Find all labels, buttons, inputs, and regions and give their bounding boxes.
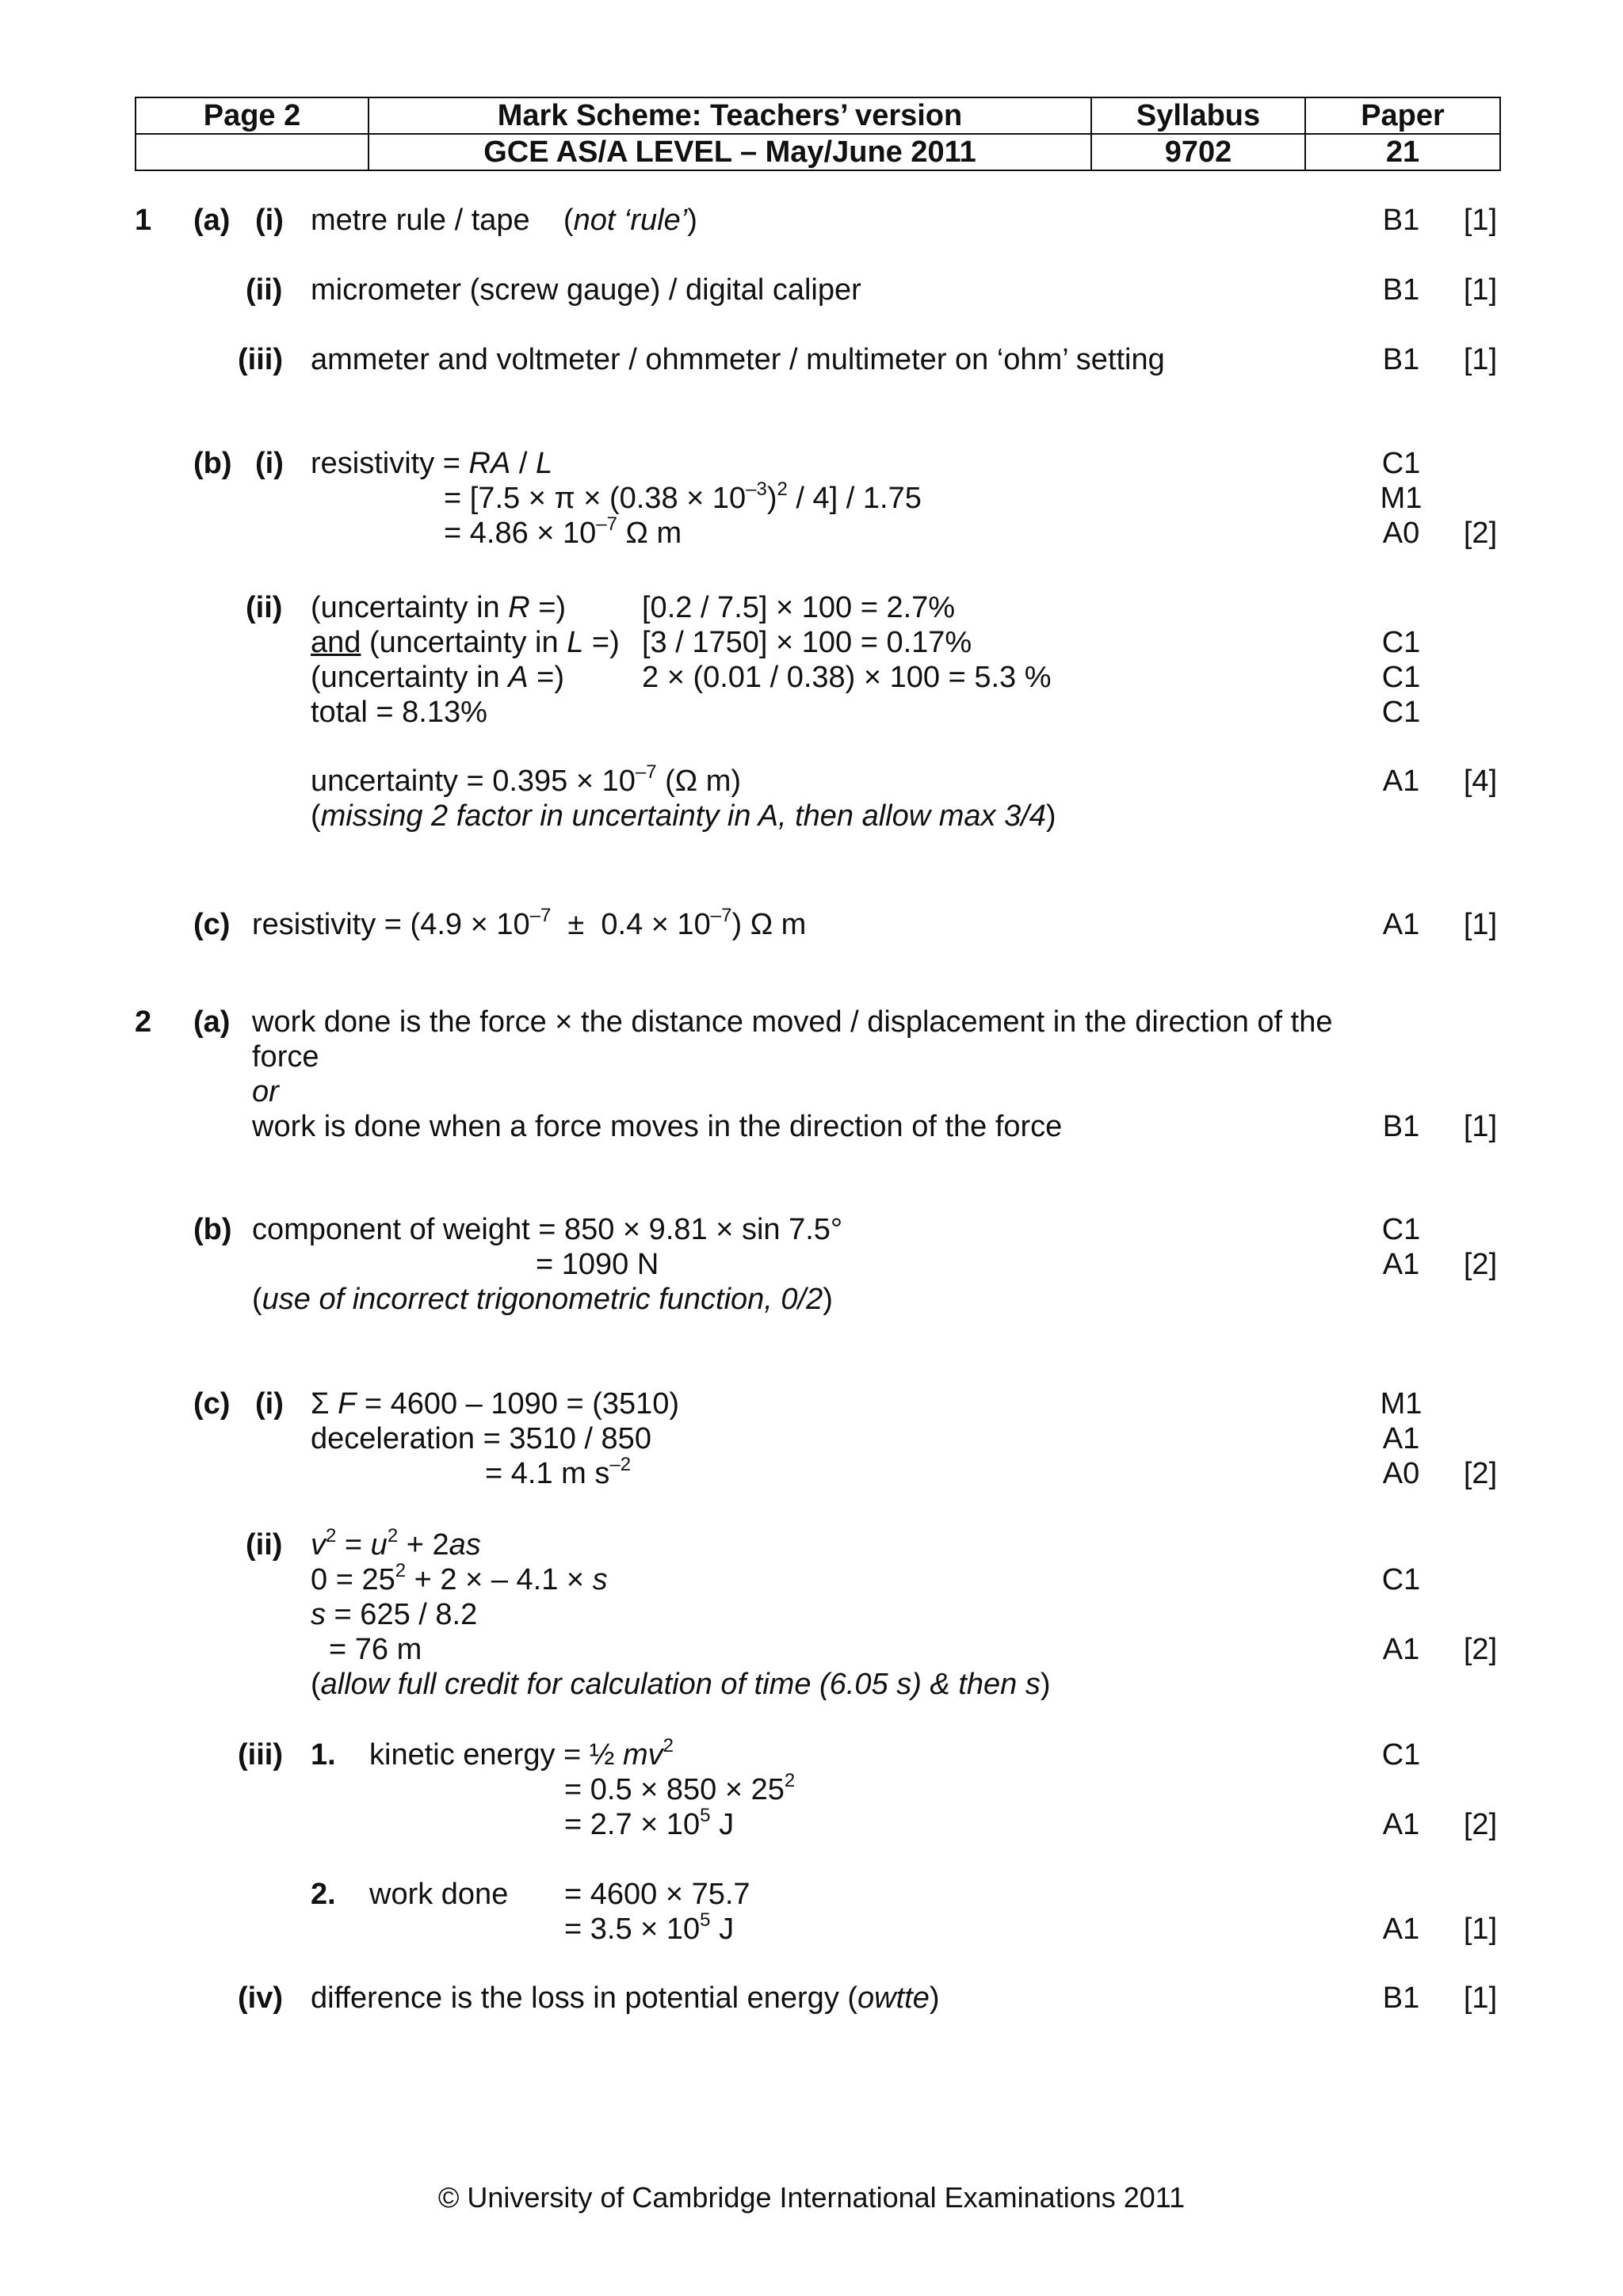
q1c-mark: A1 — [1382, 908, 1420, 941]
q1aiii-mark: B1 — [1382, 343, 1420, 376]
q2cii-l2b: = 25 — [327, 1563, 395, 1596]
q2cii-note: allow full credit for calculation of time (6.05 s) & then s — [320, 1668, 1041, 1701]
q2b-note: use of incorrect trigonometric function, 0/2 — [262, 1283, 823, 1316]
q1bii-r3v: 2 × (0.01 / 0.38) × 100 = 5.3 % — [642, 661, 1052, 694]
q2cii-l1v: v — [311, 1528, 326, 1562]
q2ciii-p2-total: [1] — [1463, 1913, 1498, 1946]
q2ciii-p1l3e: 5 — [700, 1805, 711, 1827]
header-title: Mark Scheme: Teachers’ version — [369, 97, 1091, 134]
q2ci-l1b: F — [338, 1387, 357, 1421]
q1aiii-total: [1] — [1463, 343, 1498, 376]
q1a-label: (a) — [193, 204, 231, 237]
header-paper-label: Paper — [1305, 97, 1500, 134]
q1ai-answer: metre rule / tape (not ‘rule’) — [311, 204, 697, 237]
q1bii-r1c: =) — [529, 591, 567, 624]
q1bii-u1-exp: –7 — [635, 761, 657, 784]
q1bii-mark3: C1 — [1381, 661, 1421, 694]
q2ciii-p2l2: = 3.5 × 10 — [564, 1913, 701, 1946]
q2ci-label: (i) — [255, 1387, 284, 1421]
q2civ-text: difference is the loss in potential energy ( — [311, 1981, 858, 2015]
q2a-or: or — [252, 1075, 279, 1108]
q1bii-r3c: =) — [528, 661, 564, 694]
q1bi-label: (i) — [255, 447, 284, 480]
q1bii-r2u: and — [311, 626, 361, 659]
q1ai-total: [1] — [1463, 204, 1498, 237]
q2ciii-part1-label: 1. — [311, 1738, 336, 1772]
q2ci-l1c: = 4600 – 1090 = (3510) — [356, 1387, 680, 1421]
q2ci-mark1: M1 — [1380, 1387, 1423, 1421]
q2cii-mark2: C1 — [1381, 1563, 1421, 1596]
q2cii-l3a: s — [311, 1598, 326, 1631]
q1bi-line3 — [444, 513, 682, 551]
q1-number: 1 — [135, 204, 152, 237]
q1bii-r4: total = 8.13% — [311, 696, 487, 729]
q1bii-mark2: C1 — [1381, 626, 1421, 659]
q2b-line1: component of weight = 850 × 9.81 × sin 7.5° — [252, 1213, 843, 1246]
q1bi-line2 — [444, 481, 922, 516]
q2ci-mark2: A1 — [1382, 1422, 1420, 1455]
q2cii-line3 — [311, 1597, 477, 1632]
q2ciii-p2-mark: A1 — [1382, 1913, 1420, 1946]
q2ci-total: [2] — [1463, 1457, 1498, 1490]
q1bii-r1a: (uncertainty in — [311, 591, 509, 624]
q2cii-l1r: + 2 — [398, 1528, 449, 1562]
q2a-mark: B1 — [1382, 1110, 1420, 1143]
q2cii-l2e: 2 — [395, 1560, 407, 1582]
q2cii-total: [2] — [1463, 1633, 1498, 1666]
header-empty — [136, 134, 369, 170]
q1bi-mark2: M1 — [1380, 482, 1423, 515]
q1bi-l2-exp: –3 — [746, 479, 767, 501]
q1c-t1: resistivity = (4.9 × 10 — [252, 908, 530, 941]
q2ci-mark3: A0 — [1382, 1457, 1420, 1490]
q1bii-r3b: A — [508, 661, 529, 694]
q1bi-l3: = 4.86 × 10 — [444, 517, 597, 550]
q2a-line2: force — [252, 1040, 319, 1074]
q1bii-r1b: R — [508, 591, 530, 624]
q1bii-u1: uncertainty = 0.395 × 10 — [311, 765, 636, 798]
q2ciii-p1l1b: mv — [623, 1738, 663, 1772]
q1aiii-text: ammeter and voltmeter / ohmmeter / multimeter on ‘ohm’ setting — [311, 343, 1165, 376]
q1bii-r2v: [3 / 1750] × 100 = 0.17% — [642, 626, 972, 659]
q1aii-label: (ii) — [246, 273, 283, 307]
q2ci-l1a: Σ — [311, 1387, 338, 1421]
q2cii-l1ue: 2 — [387, 1525, 399, 1547]
q1bi-l2b: ) — [766, 482, 777, 515]
q1bi-l1b: RA — [468, 447, 511, 480]
q1ai-mark: B1 — [1382, 204, 1420, 237]
q2a-line1: work done is the force × the distance moved / displacement in the direction of the — [252, 1005, 1333, 1039]
q2cii-l2c: + 2 × – 4.1 × — [406, 1563, 593, 1596]
q2ciii-part2-label: 2. — [311, 1878, 336, 1911]
header-table — [135, 97, 1501, 171]
q1b-label: (b) — [193, 447, 232, 480]
q1c-t2-exp: –7 — [710, 905, 732, 927]
q2ciii-p2-line1b: = 4600 × 75.7 — [564, 1878, 750, 1911]
q2a-label: (a) — [193, 1005, 231, 1039]
q2ci-line1 — [311, 1386, 679, 1421]
header-page: Page 2 — [136, 97, 369, 134]
q2ciii-p2-line1a: work done — [369, 1878, 509, 1911]
q2ciii-p1l1a: kinetic energy = ½ — [369, 1738, 624, 1772]
q2ci-line2: deceleration = 3510 / 850 — [311, 1422, 651, 1455]
q2ciii-p1l2e: 2 — [784, 1770, 796, 1792]
q2cii-l1m: = — [336, 1528, 371, 1562]
q1bii-r2 — [311, 625, 620, 660]
q1aii-total: [1] — [1463, 273, 1498, 307]
q1aiii-label: (iii) — [238, 343, 283, 376]
q2ci-line3 — [485, 1456, 631, 1491]
q2ciii-p1-total: [2] — [1463, 1808, 1498, 1841]
q2ci-l3-exp: –2 — [609, 1454, 632, 1476]
q2cii-line4: = 76 m — [329, 1633, 422, 1666]
q2b-line2: = 1090 N — [536, 1248, 659, 1281]
q2ciii-p1-line2 — [564, 1772, 795, 1807]
q1bii-r2a: (uncertainty in — [361, 626, 567, 659]
q1bii-mark-u: A1 — [1382, 765, 1420, 798]
q2a-total: [1] — [1463, 1110, 1498, 1143]
q2ciii-p1-line3 — [564, 1807, 734, 1842]
q2b-total: [2] — [1463, 1248, 1498, 1281]
q1bi-mark1: C1 — [1381, 447, 1421, 480]
q2cii-mark4: A1 — [1382, 1633, 1420, 1666]
q2b-mark1: C1 — [1381, 1213, 1421, 1246]
q1c-label: (c) — [193, 908, 231, 941]
q1c-t1-exp: –7 — [529, 905, 552, 927]
q1bii-r2b: L — [567, 626, 584, 659]
q2ciii-p1l2: = 0.5 × 850 × 25 — [564, 1773, 785, 1806]
header-exam: GCE AS/A LEVEL – May/June 2011 — [369, 134, 1091, 170]
q2cii-l1as: as — [449, 1528, 481, 1562]
q2b-note-line: (use of incorrect trigonometric function, 0/2) — [252, 1283, 833, 1316]
q2ciii-p2-line2 — [564, 1909, 735, 1947]
header-syllabus: 9702 — [1091, 134, 1305, 170]
q1aii-mark: B1 — [1382, 273, 1420, 307]
q1c-t2: ± 0.4 × 10 — [551, 908, 711, 941]
q2ciii-p1l3: = 2.7 × 10 — [564, 1808, 701, 1841]
q1bi-l1d: L — [536, 447, 553, 480]
q1bii-label: (ii) — [246, 591, 283, 624]
q1ai-text: metre rule / tape — [311, 204, 530, 237]
q1bi-line1 — [311, 446, 552, 481]
q1bi-l1c: / — [510, 447, 537, 480]
q2ciii-p1l1e: 2 — [663, 1735, 674, 1757]
q2cii-note-line: (allow full credit for calculation of time (6.05 s) & then s) — [311, 1668, 1051, 1701]
q2ci-l3: = 4.1 m s — [485, 1457, 610, 1490]
q2civ-answer — [311, 1981, 940, 2016]
q1bii-r1 — [311, 590, 566, 625]
q1bii-r3 — [311, 660, 564, 695]
q2ciii-label: (iii) — [238, 1738, 283, 1772]
q1bi-l2-exp2: 2 — [777, 479, 788, 501]
q1bi-l1a: resistivity = — [311, 447, 469, 480]
q2b-mark2: A1 — [1382, 1248, 1420, 1281]
q1bi-total: [2] — [1463, 517, 1498, 550]
q2cii-l1u: u — [370, 1528, 388, 1562]
q2ciii-p2l2e: 5 — [700, 1909, 711, 1932]
q2civ-total: [1] — [1463, 1981, 1498, 2015]
q1bii-u1b: (Ω m) — [656, 765, 742, 798]
q2a-line3: work is done when a force moves in the direction of the force — [252, 1110, 1063, 1143]
q2ciii-p1-mark3: A1 — [1382, 1808, 1420, 1841]
q2civ-mark: B1 — [1382, 1981, 1420, 2015]
q2ciii-p1-mark1: C1 — [1381, 1738, 1421, 1772]
q2cii-l2a: 0 — [311, 1563, 328, 1596]
q1c-t3: ) Ω m — [731, 908, 807, 941]
q2civ-close: ) — [929, 1981, 940, 2015]
q2cii-l2s: s — [592, 1563, 608, 1596]
q1bi-l2c: / 4] / 1.75 — [787, 482, 922, 515]
q1c-text — [252, 907, 806, 942]
q2b-label: (b) — [193, 1213, 232, 1246]
q1bii-mark4: C1 — [1381, 696, 1421, 729]
q2cii-l1e: 2 — [326, 1525, 337, 1547]
q2cii-line1 — [311, 1527, 481, 1562]
q1c-total: [1] — [1463, 908, 1498, 941]
q1ai-label: (i) — [255, 204, 284, 237]
q1bi-l3b: Ω m — [617, 517, 682, 550]
q1bii-note: missing 2 factor in uncertainty in A, then allow max 3/4 — [320, 799, 1046, 833]
q1aii-text: micrometer (screw gauge) / digital caliper — [311, 273, 861, 307]
q1bi-l2: = [7.5 × π × (0.38 × 10 — [444, 482, 747, 515]
q1bii-uncertainty — [311, 761, 742, 799]
q2-number: 2 — [135, 1005, 152, 1039]
q1bii-note-line: (missing 2 factor in uncertainty in A, then allow max 3/4) — [311, 799, 1056, 833]
copyright-footer: © University of Cambridge International Examinations 2011 — [437, 2181, 1186, 2214]
header-syllabus-label: Syllabus — [1091, 97, 1305, 134]
q2cii-label: (ii) — [246, 1528, 283, 1562]
q2cii-l3b: = 625 / 8.2 — [326, 1598, 478, 1631]
q2ciii-p2l2b: J — [710, 1913, 735, 1946]
q2cii-line2 — [311, 1562, 608, 1597]
q1bi-mark3: A0 — [1382, 517, 1420, 550]
q1bii-total: [4] — [1463, 765, 1498, 798]
header-paper: 21 — [1305, 134, 1500, 170]
q2ciii-p1-line1 — [369, 1737, 674, 1772]
q1ai-note: not ‘rule’ — [573, 204, 688, 237]
q2civ-label: (iv) — [238, 1981, 283, 2015]
q2civ-note: owtte — [857, 1981, 930, 2015]
q1bi-l3-exp: –7 — [596, 513, 617, 536]
q2ciii-p1l3b: J — [710, 1808, 735, 1841]
q1bii-r3a: (uncertainty in — [311, 661, 509, 694]
q1bii-r2c: =) — [583, 626, 620, 659]
q2c-label: (c) — [193, 1387, 231, 1421]
q1bii-r1v: [0.2 / 7.5] × 100 = 2.7% — [642, 591, 956, 624]
